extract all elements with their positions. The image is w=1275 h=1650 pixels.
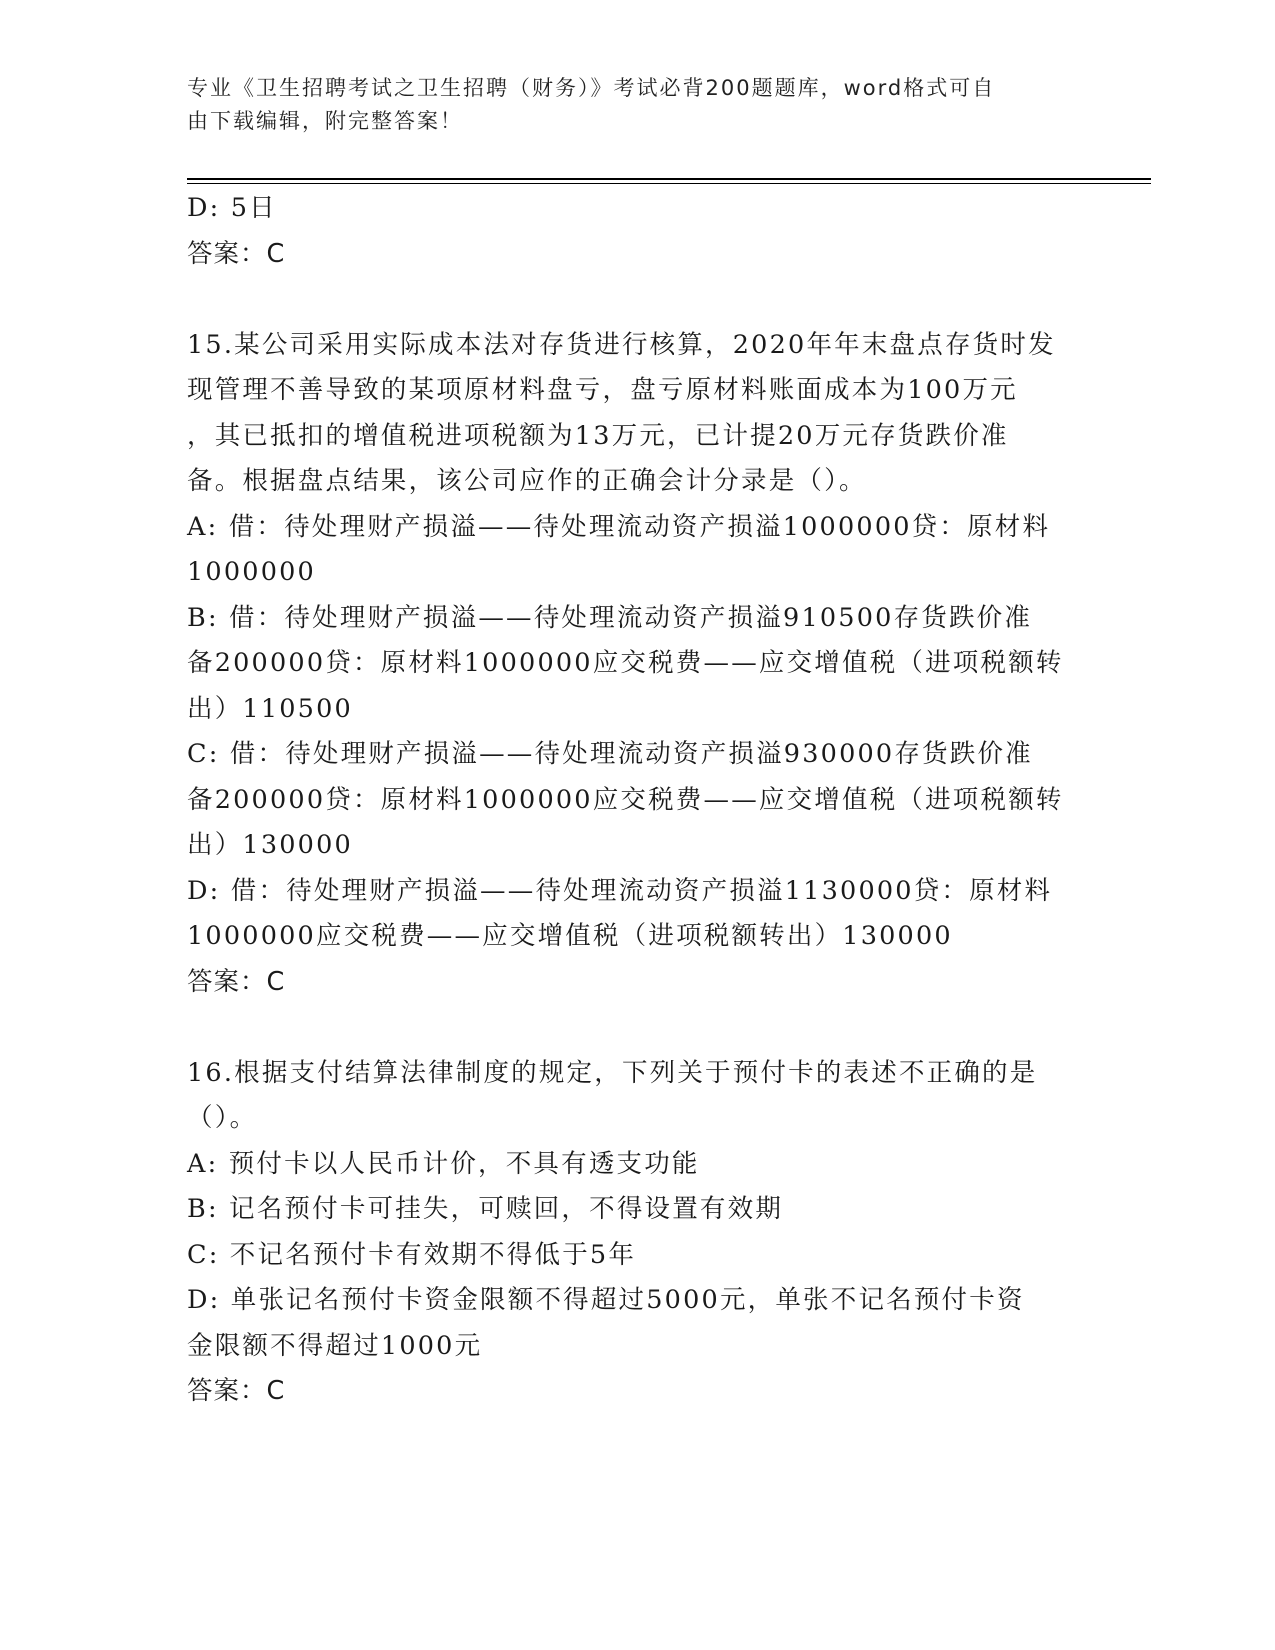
q15-option-b: 备200000贷：原材料1000000应交税费——应交增值税（进项税额转 bbox=[187, 648, 1064, 678]
q15-answer: 答案：C bbox=[187, 966, 286, 997]
header-line-2: 由下载编辑，附完整答案！ bbox=[187, 109, 463, 133]
q16-option-d: 金限额不得超过1000元 bbox=[187, 1330, 483, 1361]
q16-answer: 答案：C bbox=[187, 1376, 286, 1406]
header-rule-thick bbox=[187, 178, 1151, 180]
q16-stem-line: 16.根据支付结算法律制度的规定，下列关于预付卡的表述不正确的是 bbox=[187, 1057, 1038, 1088]
q15-stem-line: 现管理不善导致的某项原材料盘亏，盘亏原材料账面成本为100万元 bbox=[187, 375, 1018, 405]
question-body bbox=[187, 186, 1087, 1415]
spacer bbox=[187, 1005, 1087, 1051]
q16-option-a: A: 预付卡以人民币计价，不具有透支功能 bbox=[187, 1148, 700, 1179]
question-15 bbox=[187, 323, 1087, 1006]
q15-option-c: 出）130000 bbox=[187, 830, 353, 860]
q15-option-a: A: 借：待处理财产损溢——待处理流动资产损溢1000000贷：原材料 bbox=[187, 511, 1051, 542]
header-rule-thin bbox=[187, 183, 1151, 184]
prev-option-d: D: 5日 bbox=[187, 193, 277, 223]
q15-option-a: 1000000 bbox=[187, 557, 316, 587]
q16-stem-line: （）。 bbox=[187, 1103, 258, 1133]
q15-option-b: 出）110500 bbox=[187, 693, 353, 724]
q16-option-b: B: 记名预付卡可挂失，可赎回，不得设置有效期 bbox=[187, 1194, 784, 1224]
q15-stem-line: ，其已抵扣的增值税进项税额为13万元，已计提20万元存货跌价准 bbox=[187, 420, 1009, 451]
q15-option-c: 备200000贷：原材料1000000应交税费——应交增值税（进项税额转 bbox=[187, 784, 1064, 815]
header-line-1: 专业《卫生招聘考试之卫生招聘（财务）》考试必背200题题库，word格式可自 bbox=[187, 76, 996, 100]
q16-option-c: C: 不记名预付卡有效期不得低于5年 bbox=[187, 1239, 637, 1270]
document-header bbox=[187, 72, 1087, 138]
question-16 bbox=[187, 1051, 1087, 1415]
q15-option-c: C: 借：待处理财产损溢——待处理流动资产损溢930000存货跌价准 bbox=[187, 739, 1033, 769]
prev-answer: 答案：C bbox=[187, 238, 286, 269]
q15-option-d: D: 借：待处理财产损溢——待处理流动资产损溢1130000贷：原材料 bbox=[187, 875, 1053, 906]
spacer bbox=[187, 277, 1087, 323]
q16-option-d: D: 单张记名预付卡资金限额不得超过5000元，单张不记名预付卡资 bbox=[187, 1285, 1025, 1315]
q15-stem-line: 备。根据盘点结果，该公司应作的正确会计分录是（）。 bbox=[187, 466, 867, 496]
q15-stem-line: 15.某公司采用实际成本法对存货进行核算，2020年年末盘点存货时发 bbox=[187, 329, 1056, 360]
q15-option-b: B: 借：待处理财产损溢——待处理流动资产损溢910500存货跌价准 bbox=[187, 602, 1033, 633]
q15-option-d: 1000000应交税费——应交增值税（进项税额转出）130000 bbox=[187, 921, 953, 951]
